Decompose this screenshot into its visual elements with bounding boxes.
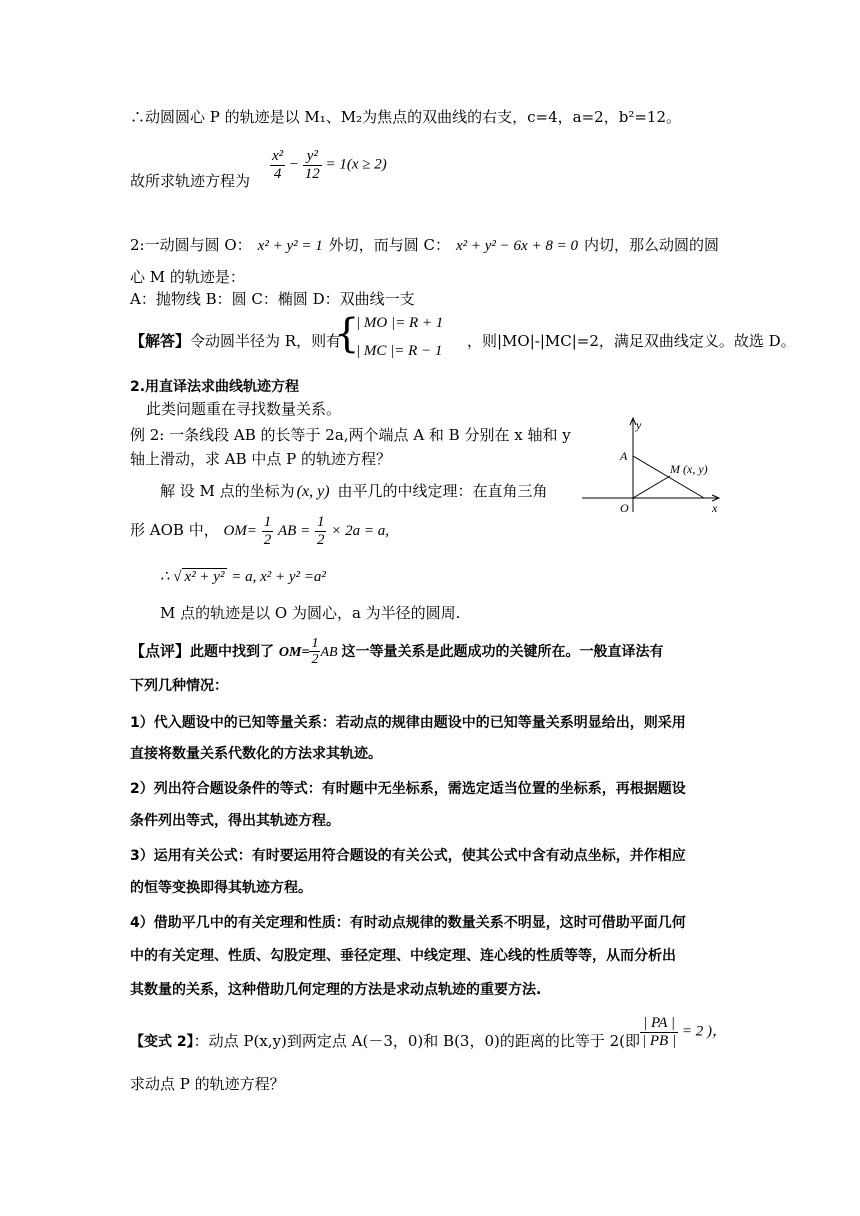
ratio-fraction: $\frac{| PA |}{| PB |}$ = 2 )， — [642, 1015, 727, 1049]
review-item-4-line-1: 4）借助平几中的有关定理和性质：有时动点规律的数量关系不明显，这时可借助平面几何 — [130, 915, 686, 931]
intro-line-1: ∴动圆圆心 P 的轨迹是以 M₁、M₂为焦点的双曲线的右支，c=4，a=2，b²=12。 — [130, 108, 681, 126]
figure-o-label: O — [620, 501, 629, 515]
system-eq-2: | MC |= R − 1 — [356, 343, 443, 359]
left-brace: { — [334, 311, 360, 357]
section-heading: 2.用直译法求曲线轨迹方程 — [130, 379, 300, 395]
figure-a-label: A — [620, 449, 628, 463]
example2-line-2: 轴上滑动，求 AB 中点 P 的轨迹方程？ — [130, 450, 392, 468]
figure-y-label: y — [636, 418, 642, 432]
hyperbola-equation: $\frac{\text{x²}}{4}$ − $\frac{\text{y²}}{12}$ = 1(x ≥ 2) — [272, 148, 387, 182]
segment-om — [633, 476, 670, 498]
problem2-stem-line-1: 2:一动圆与圆 O： x² + y² = 1 外切，而与圆 C： x² + y² − 6x + 8 = 0 内切，那么动圆的圆 — [130, 236, 719, 254]
intro-line-2: 故所求轨迹方程为 — [130, 172, 251, 190]
figure-m-label: M (x, y) — [670, 462, 708, 476]
system-eq-1: | MO |= R + 1 — [356, 315, 444, 331]
review-item-1-line-1: 1）代入题设中的已知等量关系：若动点的规律由题设中的已知等量关系明显给出，则采用 — [130, 715, 686, 731]
problem2-stem-line-2: 心 M 的轨迹是： — [130, 268, 245, 286]
review-line-2: 下列几种情况： — [130, 678, 228, 694]
review-item-3-line-1: 3）运用有关公式：有时要运用符合题设的有关公式，使其公式中含有动点坐标，并作相应 — [130, 848, 686, 864]
problem2-answer: 【解答】令动圆半径为 R，则有 — [130, 332, 342, 350]
review-item-1-line-2: 直接将数量关系代数化的方法求其轨迹。 — [130, 746, 382, 762]
section-intro: 此类问题重在寻找数量关系。 — [146, 400, 342, 418]
coordinate-figure — [582, 412, 732, 522]
review-item-2-line-2: 条件列出等式，得出其轨迹方程。 — [130, 813, 340, 829]
problem2-options: A：抛物线 B：圆 C：椭圆 D：双曲线一支 — [130, 290, 415, 308]
example2-line-1: 例 2: 一条线段 AB 的长等于 2a,两个端点 A 和 B 分别在 x 轴和 y — [130, 426, 571, 444]
variant-line-1: 【变式 2】：动点 P(x,y)到两定点 A(－3，0)和 B(3，0)的距离的比等于 2(即 — [130, 1032, 641, 1050]
review-item-3-line-2: 的恒等变换即得其轨迹方程。 — [130, 880, 312, 896]
review-item-2-line-1: 2）列出符合题设条件的等式：有时题中无坐标系，需选定适当位置的坐标系，再根据题设 — [130, 781, 686, 797]
figure-x-label: x — [712, 501, 718, 515]
sqrt-equation: ∴ √ x² + y² = a, x² + y² =a² — [160, 569, 326, 585]
solution-line-2: 形 AOB 中， OM= $\frac{1}{2}$ AB = $\frac{1}{2}$ × 2a = a, — [130, 514, 390, 548]
variant-line-2: 求动点 P 的轨迹方程？ — [130, 1075, 285, 1093]
review-item-4-line-3: 其数量的关系，这种借助几何定理的方法是求动点轨迹的重要方法. — [130, 982, 542, 998]
review-item-4-line-2: 中的有关定理、性质、勾股定理、垂径定理、中线定理、连心线的性质等等，从而分析出 — [130, 948, 676, 964]
solution-line-1: 解 设 M 点的坐标为 (x, y) 由平几的中线定理：在直角三角 — [160, 482, 548, 500]
solution-conclusion: M 点的轨迹是以 O 为圆心，a 为半径的圆周. — [160, 604, 461, 622]
problem2-answer-tail: ，则|MO|-|MC|=2，满足双曲线定义。故选 D。 — [467, 332, 796, 350]
review-line-1: 【点评】此题中找到了 OM= $\frac{1}{2}$ AB 这一等量关系是此题成功的关键所在。一般直译法有 — [130, 636, 664, 668]
